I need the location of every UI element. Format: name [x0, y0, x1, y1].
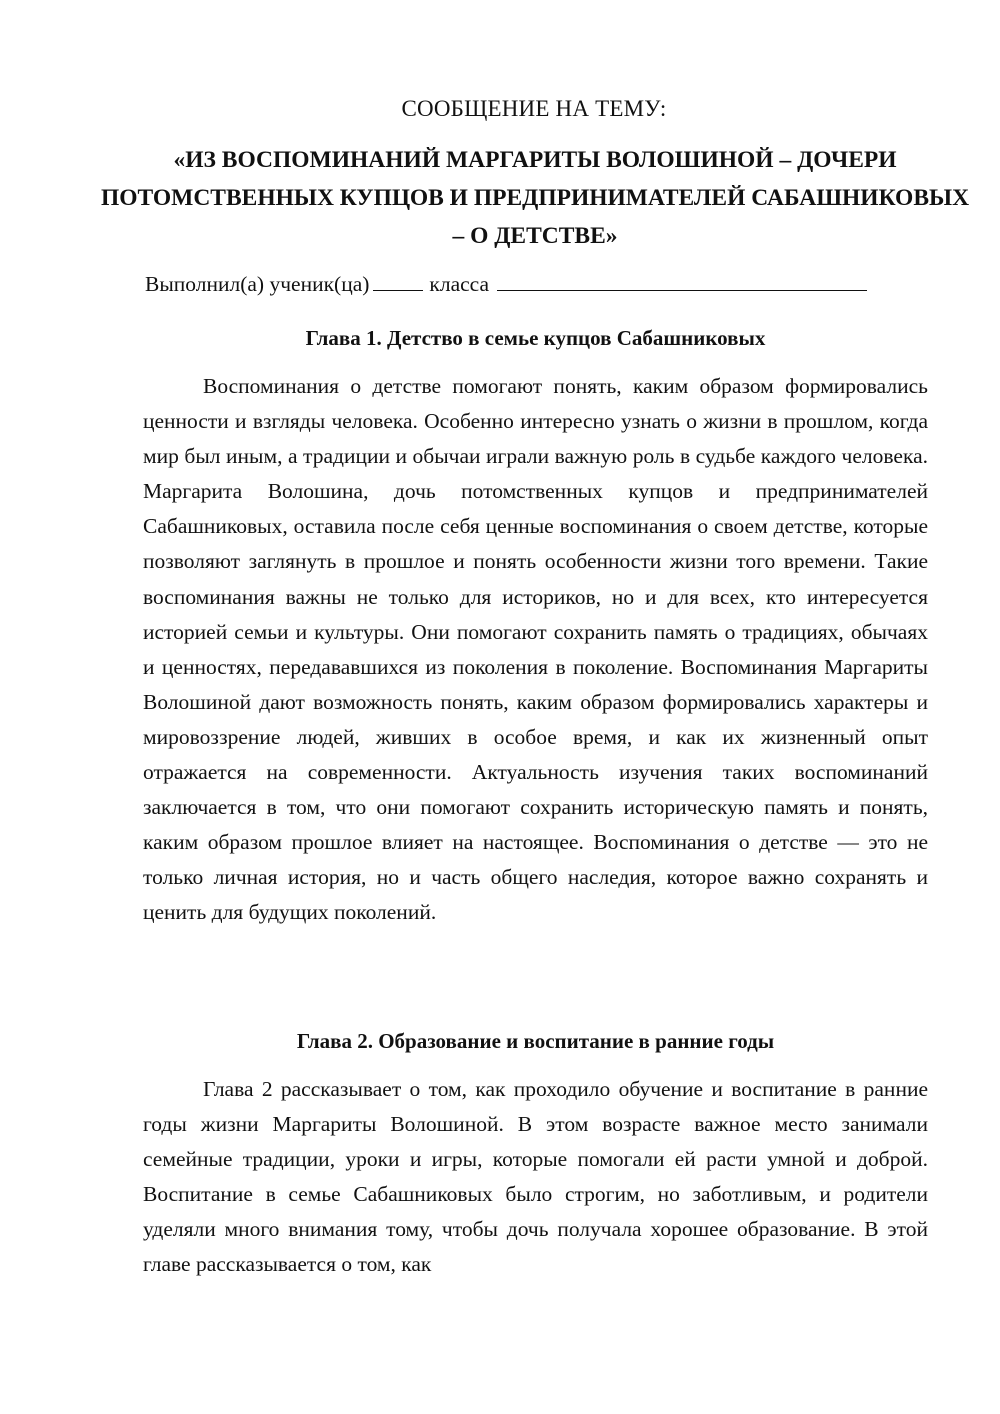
grade-blank	[373, 270, 423, 291]
performer-line	[145, 270, 867, 297]
document-heading: СООБЩЕНИЕ НА ТЕМУ:	[401, 96, 667, 121]
chapter-2-text: Глава 2 рассказывает о том, как проходило обучение и воспитание в ранние годы жизни Маргариты Волошиной. В этом возрасте важное место занимали семейные традиции, уроки и игры, которые помогали ей расти умной и доброй. Воспитание в семье Сабашниковых было строгим, но заботливым, и родители уделяли много внимания тому, чтобы дочь получала хорошее образование. В этой главе рассказывается о том, как	[143, 1077, 928, 1277]
name-blank	[497, 270, 867, 291]
performer-prefix: Выполнил(а) ученик(ца)	[145, 272, 370, 296]
chapter-1-title: Глава 1. Детство в семье купцов Сабашниковых	[305, 326, 766, 350]
chapter-1-text: Воспоминания о детстве помогают понять, каким образом формировались ценности и взгляды человека. Особенно интересно узнать о жизни в прошлом, когда мир был иным, а традиции и обычаи играли важную роль в судьбе каждого человека. Маргарита Волошина, дочь потомственных купцов и предпринимателей Сабашниковых, оставила после себя ценные воспоминания о своем детстве, которые позволяют заглянуть в прошлое и понять особенности жизни того времени. Такие воспоминания важны не только для историков, но и для всех, кто интересуется историей семьи и культуры. Они помогают сохранить память о традициях, обычаях и ценностях, передававшихся из поколения в поколение. Воспоминания Маргариты Волошиной дают возможность понять, каким образом формировались характеры и мировоззрение людей, живших в особое время, и как их жизненный опыт отражается на современности. Актуальность изучения таких воспоминаний заключается в том, что они помогают сохранить историческую память и понять, каким образом прошлое влияет на настоящее. Воспоминания о детстве — это не только личная история, но и часть общего наследия, которое важно сохранять и ценить для будущих поколений.	[143, 374, 928, 925]
document-title: «ИЗ ВОСПОМИНАНИЙ МАРГАРИТЫ ВОЛОШИНОЙ – ДОЧЕРИ ПОТОМСТВЕННЫХ КУПЦОВ И ПРЕДПРИНИМАТЕЛЕЙ САБАШНИКОВЫХ – О ДЕТСТВЕ»	[100, 147, 970, 249]
class-label: класса	[429, 272, 490, 296]
chapter-2-title: Глава 2. Образование и воспитание в ранние годы	[296, 1029, 775, 1053]
